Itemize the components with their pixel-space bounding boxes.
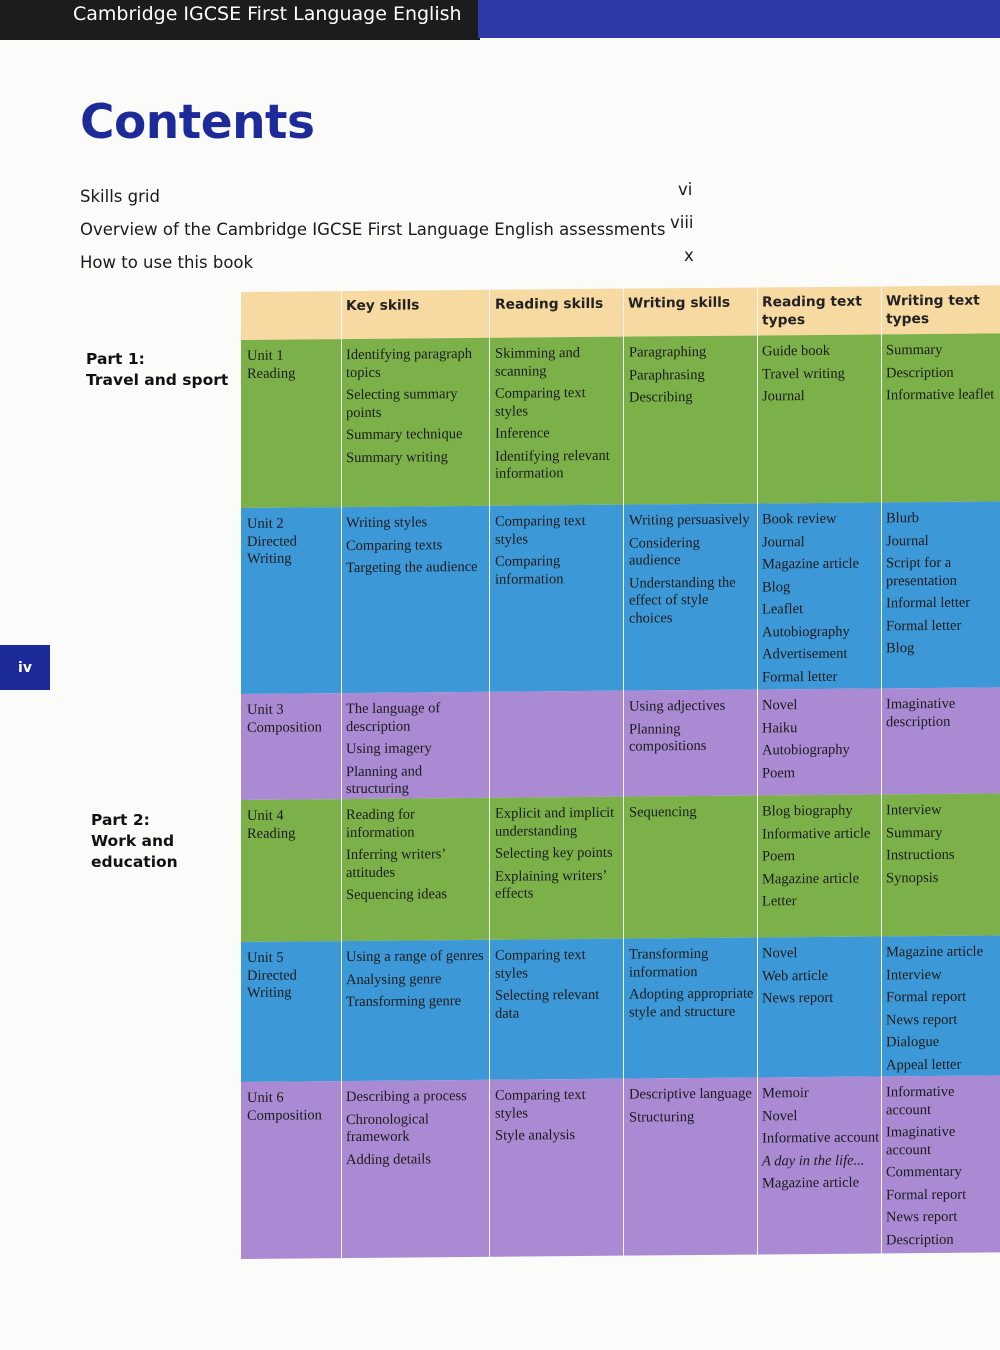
- grid-cell-item: Sequencing: [629, 804, 697, 821]
- grid-cell-item: News report: [886, 1011, 958, 1028]
- grid-cell-item: Memoir: [762, 1085, 809, 1102]
- grid-cell-item: Paragraphing: [629, 343, 707, 361]
- grid-cell-item: News report: [762, 989, 834, 1007]
- grid-cell-key-skills: [346, 700, 486, 804]
- grid-cell-item: Adding details: [346, 1150, 431, 1168]
- grid-cell-item: Script for a presentation: [886, 554, 957, 589]
- grid-cell-item: Novel: [762, 1107, 798, 1124]
- skills-grid: [241, 285, 1000, 1259]
- grid-cell-item: Formal letter: [886, 617, 962, 634]
- grid-cell-reading-skills: [495, 513, 620, 594]
- grid-cell-item: Letter: [762, 893, 797, 910]
- grid-cell-writing-skills: [629, 804, 754, 828]
- grid-cell-item: Using a range of genres: [346, 947, 484, 966]
- grid-cell-item: A day in the life...: [762, 1152, 865, 1169]
- grid-cell-item: Novel: [762, 697, 798, 714]
- grid-cell-item: Structuring: [629, 1108, 695, 1126]
- grid-cell-item: Journal: [762, 388, 805, 405]
- grid-cell-key-skills: [346, 514, 486, 583]
- grid-cell-writing-skills: [629, 1086, 754, 1132]
- grid-cell-item: Comparing text styles: [495, 946, 586, 982]
- grid-cell-key-skills: [346, 1088, 486, 1174]
- grid-cell-reading-text-types: [762, 802, 880, 916]
- grid-cell-item: Explaining writers’ effects: [495, 867, 607, 902]
- grid-cell-reading-text-types: [762, 944, 880, 1013]
- grid-cell-item: Selecting summary points: [346, 386, 458, 421]
- grid-cell-item: Transforming information: [629, 945, 709, 981]
- toc-page-number: vi: [678, 180, 693, 199]
- grid-cell-item: Describing a process: [346, 1088, 467, 1106]
- grid-cell-item: Interview: [886, 966, 942, 983]
- grid-cell-item: Blog biography: [762, 802, 853, 820]
- grid-cell-item: Selecting key points: [495, 844, 613, 862]
- grid-cell-item: Analysing genre: [346, 970, 442, 988]
- grid-cell-item: Inferring writers’ attitudes: [346, 846, 446, 881]
- unit-label: Unit 2 Directed Writing: [247, 515, 297, 567]
- column-divider: [881, 286, 882, 1253]
- column-header-key-skills: Key skills: [346, 297, 420, 315]
- grid-cell-reading-text-types: [762, 696, 880, 787]
- grid-cell-item: Selecting relevant data: [495, 986, 600, 1022]
- grid-cell-item: Informative account: [762, 1129, 880, 1147]
- page-title: Contents: [80, 95, 315, 150]
- grid-cell-item: Sequencing ideas: [346, 886, 448, 904]
- grid-cell-writing-text-types: [886, 801, 998, 892]
- grid-cell-item: Magazine article: [886, 943, 984, 961]
- grid-cell-reading-skills: [495, 345, 620, 489]
- grid-cell-item: Comparing information: [495, 553, 564, 588]
- grid-cell-item: Explicit and implicit understanding: [495, 804, 615, 840]
- grid-cell-item: Summary: [886, 824, 943, 841]
- grid-cell-item: Magazine article: [762, 870, 860, 887]
- grid-cell-reading-skills: [495, 1087, 620, 1151]
- grid-cell-item: Appeal letter: [886, 1056, 962, 1073]
- toc-label: How to use this book: [80, 253, 254, 272]
- grid-cell-item: Advertisement: [762, 645, 848, 663]
- grid-cell-writing-text-types: [886, 1083, 998, 1254]
- grid-cell-item: Identifying paragraph topics: [346, 345, 473, 381]
- grid-cell-item: Identifying relevant information: [495, 447, 610, 482]
- unit-label: Unit 1 Reading: [247, 347, 296, 382]
- grid-cell-item: Informative article: [762, 825, 871, 842]
- toc-entry[interactable]: [80, 180, 720, 211]
- grid-cell-item: Style analysis: [495, 1127, 576, 1144]
- grid-cell-item: Planning compositions: [629, 720, 707, 755]
- grid-cell-writing-skills: [629, 512, 754, 633]
- grid-cell-item: Guide book: [762, 342, 831, 360]
- column-header-reading-text-types: Reading text types: [762, 293, 862, 329]
- grid-cell-item: Commentary: [886, 1163, 962, 1181]
- grid-cell-item: Travel writing: [762, 365, 845, 382]
- grid-cell-item: Describing: [629, 389, 693, 406]
- grid-cell-item: Leaflet: [762, 601, 804, 618]
- grid-cell-item: Using imagery: [346, 740, 432, 758]
- grid-cell-item: Comparing text styles: [495, 1086, 586, 1122]
- grid-cell-item: Formal letter: [762, 668, 838, 685]
- grid-cell-item: Web article: [762, 967, 829, 984]
- column-header-writing-skills: Writing skills: [628, 294, 731, 312]
- grid-cell-item: Autobiography: [762, 741, 850, 759]
- grid-cell-reading-text-types: [762, 1084, 880, 1198]
- grid-cell-item: Poem: [762, 848, 796, 865]
- running-header: Cambridge IGCSE First Language English: [73, 3, 462, 25]
- part-heading: Part 1: Travel and sport: [86, 350, 229, 389]
- grid-cell-item: Comparing text styles: [495, 512, 586, 548]
- grid-cell-writing-skills: [629, 946, 754, 1027]
- grid-cell-item: Description: [886, 1231, 954, 1248]
- grid-cell-reading-skills: [495, 947, 620, 1028]
- grid-cell-item: Reading for information: [346, 806, 415, 841]
- grid-cell-item: Paraphrasing: [629, 366, 705, 384]
- column-divider: [489, 290, 490, 1257]
- grid-cell-reading-text-types: [762, 342, 880, 411]
- grid-cell-item: Inference: [495, 425, 550, 442]
- grid-cell-item: Informal letter: [886, 594, 971, 612]
- grid-cell-item: Imaginative description: [886, 695, 956, 730]
- grid-cell-item: Considering audience: [629, 534, 700, 569]
- grid-cell-item: Formal report: [886, 1186, 967, 1203]
- grid-cell-item: Haiku: [762, 719, 798, 736]
- grid-cell-item: Understanding the effect of style choices: [629, 574, 736, 627]
- grid-cell-item: News report: [886, 1208, 958, 1226]
- grid-cell-item: Instructions: [886, 846, 955, 864]
- grid-cell-item: Informative leaflet: [886, 386, 995, 404]
- toc-label: Skills grid: [80, 187, 160, 206]
- unit-label: Unit 6 Composition: [247, 1089, 322, 1124]
- grid-cell-item: Writing persuasively: [629, 511, 750, 529]
- grid-cell-item: Blurb: [886, 510, 920, 527]
- part-heading: Part 2: Work and education: [91, 811, 178, 871]
- grid-cell-item: Adopting appropriate style and structure: [629, 985, 754, 1021]
- grid-cell-item: Formal report: [886, 988, 967, 1006]
- column-divider: [341, 291, 342, 1258]
- grid-cell-item: Synopsis: [886, 869, 939, 886]
- header-accent-bar: [478, 0, 1000, 38]
- grid-cell-item: Comparing texts: [346, 536, 443, 554]
- grid-cell-item: Poem: [762, 764, 796, 781]
- grid-cell-writing-skills: [629, 344, 754, 413]
- unit-label: Unit 5 Directed Writing: [247, 949, 297, 1001]
- grid-cell-item: Magazine article: [762, 555, 860, 573]
- grid-cell-item: Summary: [886, 341, 943, 359]
- column-header-reading-skills: Reading skills: [495, 295, 604, 313]
- grid-cell-item: Autobiography: [762, 623, 850, 640]
- grid-cell-writing-text-types: [886, 943, 998, 1079]
- grid-cell-item: Blog: [886, 640, 915, 657]
- toc-page-number: viii: [670, 213, 694, 232]
- grid-cell-reading-skills: [495, 805, 620, 909]
- grid-cell-item: Journal: [762, 533, 805, 550]
- grid-cell-item: The language of description: [346, 700, 441, 735]
- grid-cell-item: Summary writing: [346, 448, 448, 466]
- page-number-tab: iv: [0, 645, 50, 690]
- unit-label: Unit 4 Reading: [247, 807, 296, 842]
- grid-cell-item: Chronological framework: [346, 1110, 429, 1146]
- grid-cell-item: Summary technique: [346, 426, 463, 444]
- grid-cell-item: Targeting the audience: [346, 558, 478, 577]
- grid-cell-item: Description: [886, 364, 954, 381]
- grid-cell-item: Comparing text styles: [495, 384, 586, 420]
- grid-cell-item: Journal: [886, 532, 929, 549]
- grid-cell-item: Using adjectives: [629, 697, 726, 715]
- grid-cell-key-skills: [346, 948, 486, 1017]
- grid-cell-writing-text-types: [886, 341, 998, 409]
- column-divider: [623, 289, 624, 1256]
- toc-entry[interactable]: [80, 213, 720, 244]
- grid-cell-item: Magazine article: [762, 1174, 860, 1192]
- toc-label: Overview of the Cambridge IGCSE First Language English assessments: [80, 220, 666, 239]
- column-divider: [757, 287, 758, 1254]
- toc-entry[interactable]: [80, 246, 720, 277]
- grid-cell-item: Dialogue: [886, 1033, 940, 1051]
- grid-cell-reading-text-types: [762, 510, 880, 691]
- grid-cell-key-skills: [346, 346, 486, 472]
- grid-cell-writing-skills: [629, 698, 754, 762]
- grid-cell-item: Informative account: [886, 1083, 955, 1118]
- grid-cell-item: Blog: [762, 578, 791, 595]
- grid-cell-writing-text-types: [886, 695, 998, 736]
- grid-cell-item: Interview: [886, 801, 942, 819]
- grid-cell-item: Writing styles: [346, 514, 428, 532]
- grid-cell-item: Skimming and scanning: [495, 345, 580, 380]
- toc-page-number: x: [684, 246, 694, 265]
- grid-cell-item: Planning and structuring: [346, 762, 423, 798]
- grid-cell-item: Transforming genre: [346, 993, 462, 1011]
- grid-cell-item: Book review: [762, 510, 837, 528]
- grid-cell-key-skills: [346, 806, 486, 910]
- grid-cell-item: Descriptive language: [629, 1085, 752, 1103]
- grid-cell-item: Novel: [762, 945, 798, 962]
- column-header-writing-text-types: Writing text types: [886, 292, 980, 328]
- unit-label: Unit 3 Composition: [247, 701, 322, 736]
- grid-cell-item: Imaginative account: [886, 1123, 956, 1158]
- grid-cell-writing-text-types: [886, 509, 998, 662]
